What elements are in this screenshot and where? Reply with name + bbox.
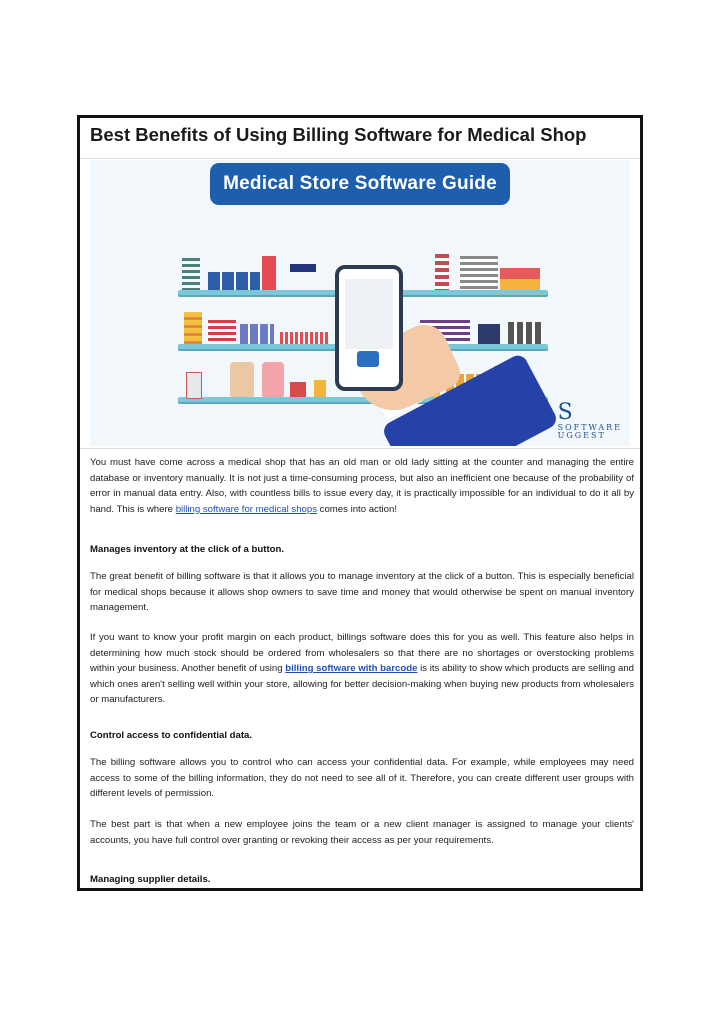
intro-paragraph: You must have come across a medical shop that has an old man or old lady sitting at the counter and managing the entire database or inventory manually. It is not just a time-consuming process, but also an inefficient one because of the probability of error in manual data entry. Also, with countless bills to issue every day, it is practically impossible for an individual to do it all by hand. This is where billing software for medical shops comes into action! xyxy=(90,457,634,515)
section-heading: Manages inventory at the click of a button. xyxy=(90,544,285,555)
medicine-bottle xyxy=(230,362,254,397)
page-title: Best Benefits of Using Billing Software for Medical Shop xyxy=(90,124,587,145)
medicine-box xyxy=(240,324,274,344)
software-suggest-logo: S SOFTWARE UGGEST xyxy=(557,400,622,440)
medicine-box xyxy=(290,382,306,397)
section-heading: Managing supplier details. xyxy=(90,874,211,885)
medicine-box xyxy=(280,332,328,344)
medicine-bottle xyxy=(186,372,202,399)
medicine-bottle xyxy=(262,362,284,397)
medicine-box xyxy=(478,324,500,344)
paragraph: The billing software allows you to control who can access your confidential data. For example, while employees may need access to some of the billing information, they do not need to see all of it. Therefore, you can create different user groups with different levels of permission. xyxy=(90,757,634,800)
medicine-box xyxy=(208,272,260,290)
medicine-box xyxy=(290,264,316,272)
shopping-bag-icon xyxy=(357,351,379,367)
article-frame xyxy=(77,115,643,891)
medicine-box xyxy=(184,312,202,344)
divider xyxy=(80,448,640,449)
medicine-box xyxy=(262,256,276,290)
medicine-box xyxy=(500,268,540,290)
paragraph: The best part is that when a new employee joins the team or a new client manager is assigned to manage your clients' accounts, you have full control over granting or revoking their access as per your requirements. xyxy=(90,819,634,846)
billing-software-link[interactable]: billing software for medical shops xyxy=(175,503,317,515)
phone-icon xyxy=(335,265,403,391)
medicine-box xyxy=(508,322,542,344)
hero-illustration xyxy=(90,160,630,446)
phone-screen xyxy=(345,279,393,349)
medicine-box xyxy=(314,380,326,397)
divider xyxy=(80,158,640,159)
medicine-box xyxy=(208,320,236,344)
hero-banner: Medical Store Software Guide xyxy=(210,163,510,205)
medicine-box xyxy=(460,256,498,290)
paragraph: The great benefit of billing software is that it allows you to manage inventory at the click of a button. This is especially beneficial for medical shops because it allows shop owners to save time and money that would otherwise be spent on manual inventory management. xyxy=(90,571,634,614)
barcode-software-link[interactable]: billing software with barcode xyxy=(285,663,418,675)
paragraph: If you want to know your profit margin on each product, billings software does this for you as well. This feature also helps in determining how much stock should be ordered from wholesalers so that there are no shortages or overstocking problems within your business. Another benefit of using billing software with barcode is its ability to show which products are selling and which ones aren't selling well within your store, allowing for better decision-making when buying new products from wholesalers or manufacturers. xyxy=(90,632,634,706)
medicine-box xyxy=(435,254,449,290)
section-heading: Control access to confidential data. xyxy=(90,730,253,741)
medicine-box xyxy=(182,258,200,290)
